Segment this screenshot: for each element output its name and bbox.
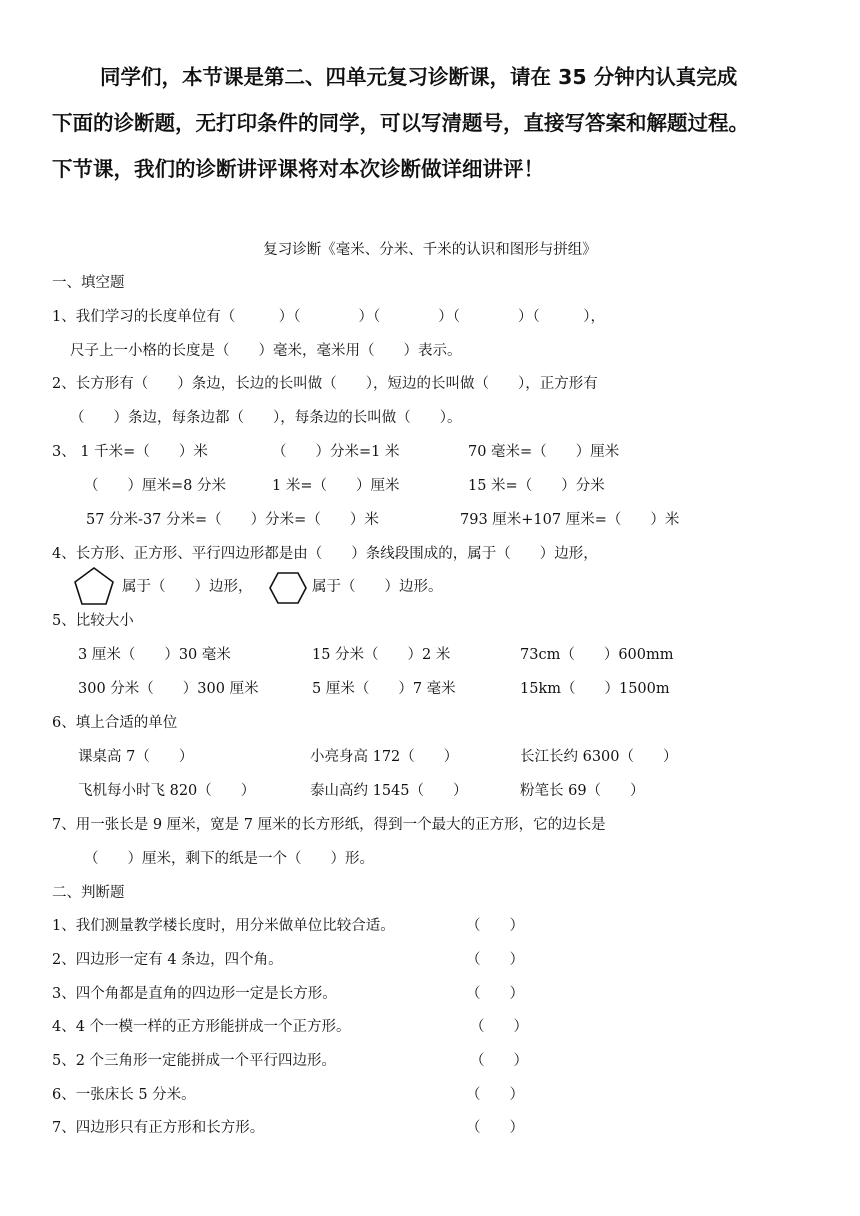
q5-heading: 5、比较大小	[52, 613, 134, 629]
q3-r2c1: （ ）厘米=8 分米	[84, 478, 226, 494]
q4-part-1: 属于（ ）边形，	[122, 579, 253, 595]
section-heading-true-false: 二、判断题	[52, 885, 125, 901]
q5-r1c3: 73cm（ ）600mm	[520, 647, 674, 663]
tf-item-6: 6、一张床长 5 分米。	[52, 1087, 196, 1103]
q7-line-2: （ ）厘米，剩下的纸是一个（ ）形。	[84, 851, 374, 867]
section-heading-fill-blank: 一、填空题	[52, 275, 125, 291]
q6-heading: 6、填上合适的单位	[52, 715, 178, 731]
q1-line-1: 1、我们学习的长度单位有（ ）（ ）（ ）（ ）（ ），	[52, 309, 605, 325]
intro-line-2: 下面的诊断题，无打印条件的同学，可以写清题号，直接写答案和解题过程。	[52, 111, 749, 135]
tf-item-2: 2、四边形一定有 4 条边，四个角。	[52, 952, 283, 968]
q5-r1c1: 3 厘米（ ）30 毫米	[78, 647, 231, 663]
tf-item-3: 3、四个角都是直角的四边形一定是长方形。	[52, 986, 337, 1002]
tf-blank-4[interactable]: （ ）	[470, 1019, 528, 1035]
worksheet-title: 复习诊断《毫米、分米、千米的认识和图形与拼组》	[263, 242, 597, 258]
q3-r1c2: （ ）分米=1 米	[272, 444, 400, 460]
q2-line-1: 2、长方形有（ ）条边，长边的长叫做（ ），短边的长叫做（ ），正方形有	[52, 376, 598, 392]
q2-line-2: （ ）条边，每条边都（ ），每条边的长叫做（ ）。	[70, 410, 462, 426]
q5-r2c1: 300 分米（ ）300 厘米	[78, 681, 259, 697]
q7-line-1: 7、用一张长是 9 厘米，宽是 7 厘米的长方形纸，得到一个最大的正方形，它的边长是	[52, 817, 606, 833]
tf-blank-1[interactable]: （ ）	[466, 918, 524, 934]
q1-line-2: 尺子上一小格的长度是（ ）毫米，毫米用（ ）表示。	[70, 343, 462, 359]
pentagon-icon	[72, 566, 116, 606]
q5-r1c2: 15 分米（ ）2 米	[312, 647, 451, 663]
q3-r3c2: 793 厘米+107 厘米=（ ）米	[460, 512, 680, 528]
tf-item-4: 4、4 个一模一样的正方形能拼成一个正方形。	[52, 1019, 351, 1035]
q6-r1c3: 长江长约 6300（ ）	[520, 749, 678, 765]
q6-r1c1: 课桌高 7（ ）	[78, 749, 194, 765]
q3-r2c2: 1 米=（ ）厘米	[272, 478, 400, 494]
q3-r1c1: 3、 1 千米=（ ）米	[52, 444, 208, 460]
q6-r1c2: 小亮身高 172（ ）	[310, 749, 459, 765]
q3-r3c1: 57 分米-37 分米=（ ）分米=（ ）米	[86, 512, 379, 528]
q6-r2c1: 飞机每小时飞 820（ ）	[78, 783, 256, 799]
tf-item-7: 7、四边形只有正方形和长方形。	[52, 1120, 265, 1136]
intro-line-1: 同学们，本节课是第二、四单元复习诊断课，请在 35 分钟内认真完成	[100, 65, 738, 89]
q4-line-1: 4、长方形、正方形、平行四边形都是由（ ）条线段围成的，属于（ ）边形，	[52, 546, 598, 562]
intro-line-3: 下节课，我们的诊断讲评课将对本次诊断做详细讲评！	[52, 157, 544, 181]
tf-blank-7[interactable]: （ ）	[466, 1120, 524, 1136]
q5-r2c2: 5 厘米（ ）7 毫米	[312, 681, 456, 697]
tf-blank-6[interactable]: （ ）	[466, 1087, 524, 1103]
tf-blank-3[interactable]: （ ）	[466, 986, 524, 1002]
q3-r2c3: 15 米=（ ）分米	[468, 478, 605, 494]
tf-blank-5[interactable]: （ ）	[470, 1053, 528, 1069]
q3-r1c3: 70 毫米=（ ）厘米	[468, 444, 620, 460]
q6-r2c2: 泰山高约 1545（ ）	[310, 783, 468, 799]
hexagon-icon	[268, 571, 308, 605]
q4-part-2: 属于（ ）边形。	[312, 579, 443, 595]
tf-item-5: 5、2 个三角形一定能拼成一个平行四边形。	[52, 1053, 337, 1069]
tf-blank-2[interactable]: （ ）	[466, 952, 524, 968]
tf-item-1: 1、我们测量教学楼长度时，用分米做单位比较合适。	[52, 918, 395, 934]
q6-r2c3: 粉笔长 69（ ）	[520, 783, 645, 799]
q5-r2c3: 15km（ ）1500m	[520, 681, 670, 697]
